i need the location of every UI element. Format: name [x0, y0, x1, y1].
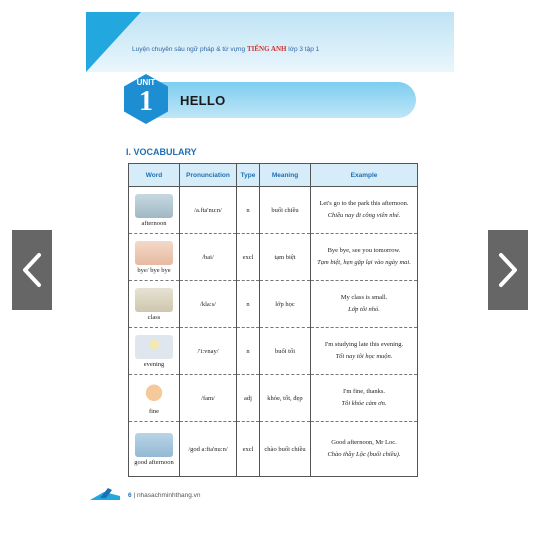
- word-cell: [129, 422, 180, 477]
- unit-title: HELLO: [180, 93, 226, 108]
- word-cell: [129, 187, 180, 234]
- example-english: Let's go to the park this afternoon.: [319, 199, 409, 207]
- table-header-row: [129, 164, 418, 187]
- example-english: Good afternoon, Mr Loc.: [331, 438, 397, 446]
- previous-page-button[interactable]: [12, 230, 52, 310]
- example-vietnamese: Tôi khỏe cảm ơn.: [341, 399, 387, 407]
- word-label: afternoon: [141, 219, 167, 227]
- column-header-pronunciation: Pronunciation: [180, 164, 237, 187]
- bye-illustration: [135, 241, 173, 265]
- footer-site: nhasachminhthang.vn: [136, 492, 201, 499]
- table-row: [129, 328, 418, 375]
- word-cell: [129, 234, 180, 281]
- footer-separator: |: [133, 492, 137, 499]
- fine-illustration: [135, 382, 173, 406]
- header-triangle-decoration: [86, 12, 141, 72]
- word-label: class: [147, 313, 161, 321]
- meaning-cell: lớp học: [260, 281, 311, 328]
- book-page: [86, 12, 458, 512]
- header-subtitle: [132, 45, 319, 53]
- example-vietnamese: Chiều nay đi công viên nhé.: [327, 211, 401, 219]
- example-cell: [311, 234, 418, 281]
- vocabulary-table: [128, 163, 418, 477]
- example-vietnamese: Tối nay tôi học muộn.: [335, 352, 393, 360]
- example-english: My class is small.: [340, 293, 388, 301]
- word-label: bye/ bye bye: [137, 266, 171, 274]
- chevron-left-icon: [21, 252, 43, 288]
- class-illustration: [135, 288, 173, 312]
- example-english: I'm studying late this evening.: [324, 340, 404, 348]
- pronunciation-cell: /kla:s/: [180, 281, 237, 328]
- example-vietnamese: Chào thầy Lộc (buổi chiều).: [327, 450, 401, 458]
- footer: [128, 492, 201, 499]
- word-cell: [129, 328, 180, 375]
- evening-illustration: [135, 335, 173, 359]
- meaning-cell: chào buổi chiều: [260, 422, 311, 477]
- type-cell: adj: [237, 375, 260, 422]
- header-band: [86, 12, 454, 72]
- unit-number: 1: [139, 86, 153, 117]
- example-cell: [311, 375, 418, 422]
- chevron-right-icon: [497, 252, 519, 288]
- next-page-button[interactable]: [488, 230, 528, 310]
- table-row: [129, 422, 418, 477]
- good-afternoon-illustration: [135, 433, 173, 457]
- column-header-type: Type: [237, 164, 260, 187]
- unit-label: UNIT: [136, 78, 156, 87]
- example-cell: [311, 328, 418, 375]
- meaning-cell: khỏe, tốt, đẹp: [260, 375, 311, 422]
- table-row: [129, 234, 418, 281]
- word-label: evening: [143, 360, 165, 368]
- pronunciation-cell: /fam/: [180, 375, 237, 422]
- word-label: fine: [148, 407, 160, 415]
- header-subtitle-prefix: Luyện chuyên sâu ngữ pháp & từ vựng: [132, 46, 247, 53]
- table-row: [129, 281, 418, 328]
- meaning-cell: tạm biệt: [260, 234, 311, 281]
- page-number: 6: [128, 492, 132, 499]
- pronunciation-cell: /a.fta'nu:n/: [180, 187, 237, 234]
- example-cell: [311, 281, 418, 328]
- word-label: good afternoon: [134, 458, 174, 466]
- header-subtitle-brand: TIẾNG ANH: [246, 45, 287, 53]
- example-english: I'm fine, thanks.: [343, 387, 385, 395]
- type-cell: n: [237, 328, 260, 375]
- column-header-example: Example: [311, 164, 418, 187]
- column-header-word: Word: [129, 164, 180, 187]
- type-cell: n: [237, 281, 260, 328]
- pronunciation-cell: /bai/: [180, 234, 237, 281]
- footer-book-logo: [86, 482, 126, 504]
- afternoon-illustration: [135, 194, 173, 218]
- word-cell: [129, 281, 180, 328]
- section-title: I. VOCABULARY: [126, 147, 197, 157]
- example-cell: [311, 187, 418, 234]
- pronunciation-cell: /god a:fta'nu:n/: [180, 422, 237, 477]
- type-cell: excl: [237, 234, 260, 281]
- type-cell: excl: [237, 422, 260, 477]
- meaning-cell: buổi tối: [260, 328, 311, 375]
- type-cell: n: [237, 187, 260, 234]
- header-subtitle-suffix: lớp 3 tập 1: [286, 46, 320, 53]
- pronunciation-cell: /'i:vnay/: [180, 328, 237, 375]
- column-header-meaning: Meaning: [260, 164, 311, 187]
- table-row: [129, 375, 418, 422]
- example-vietnamese: Lớp tôi nhỏ.: [348, 305, 380, 313]
- meaning-cell: buổi chiều: [260, 187, 311, 234]
- example-cell: [311, 422, 418, 477]
- table-row: [129, 187, 418, 234]
- word-cell: [129, 375, 180, 422]
- example-vietnamese: Tạm biệt, hẹn gặp lại vào ngày mai.: [317, 258, 411, 266]
- example-english: Bye bye, see you tomorrow.: [327, 246, 401, 254]
